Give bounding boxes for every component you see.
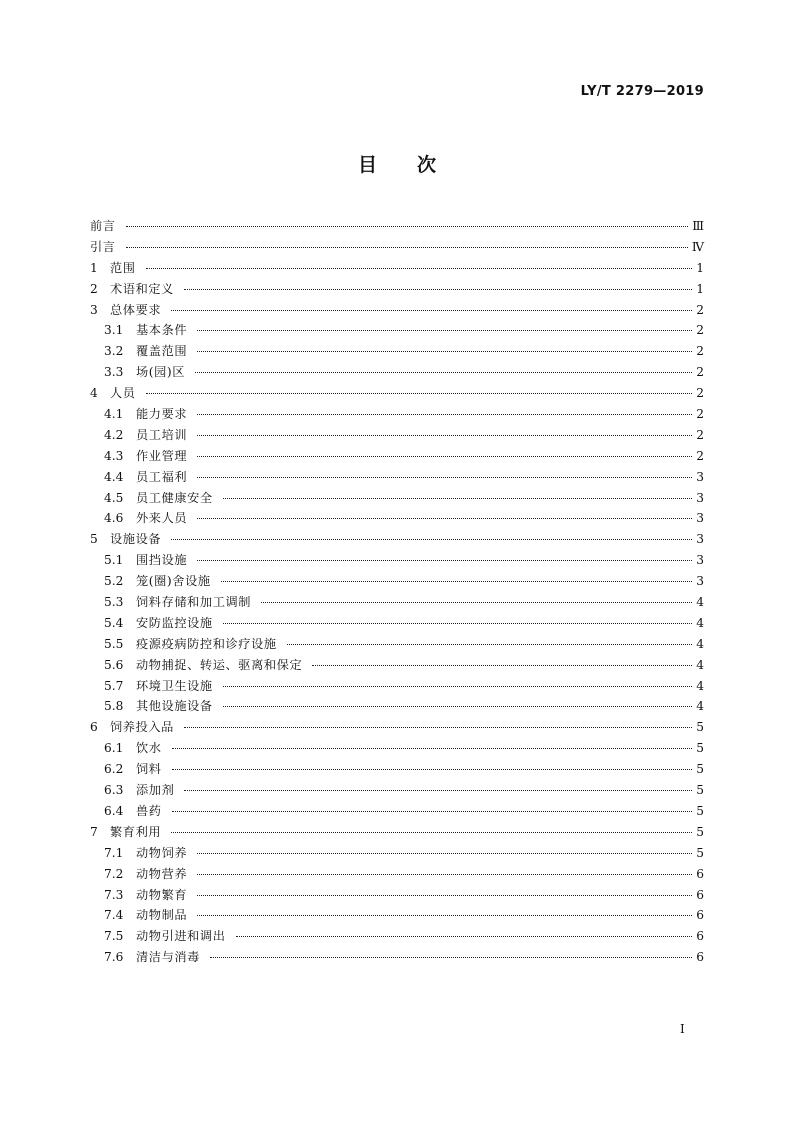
page-title — [0, 150, 794, 177]
toc-entry-number: 6.4 — [104, 803, 124, 818]
toc-entry-label: 动物饲养 — [136, 845, 188, 860]
toc-entry[interactable] — [90, 363, 704, 384]
toc-entry-label: 围挡设施 — [136, 553, 188, 568]
toc-entry[interactable] — [90, 865, 704, 886]
toc-entry-page: 2 — [696, 386, 704, 401]
toc-dot-leader — [126, 247, 688, 248]
toc-entry-page: 5 — [696, 803, 704, 818]
toc-entry[interactable] — [90, 886, 704, 907]
toc-dot-leader — [197, 895, 692, 896]
toc-entry-label: 饲料 — [136, 762, 162, 777]
toc-entry-page: 1 — [696, 281, 704, 296]
toc-dot-leader — [287, 644, 692, 645]
toc-entry-number: 6.1 — [104, 741, 124, 756]
toc-dot-leader — [184, 289, 692, 290]
toc-dot-leader — [172, 769, 692, 770]
toc-entry-number: 7 — [90, 824, 98, 839]
toc-dot-leader — [223, 498, 692, 499]
toc-entry-page: 6 — [696, 887, 704, 902]
toc-dot-leader — [261, 602, 692, 603]
toc-entry-label: 安防监控设施 — [136, 615, 213, 630]
toc-entry-page: 4 — [696, 678, 704, 693]
toc-entry[interactable] — [90, 927, 704, 948]
toc-entry[interactable] — [90, 321, 704, 342]
toc-entry[interactable] — [90, 509, 704, 530]
toc-entry[interactable] — [90, 447, 704, 468]
toc-entry[interactable] — [90, 844, 704, 865]
toc-entry-label: 饮水 — [136, 741, 162, 756]
toc-entry-label: 动物繁育 — [136, 887, 188, 902]
toc-entry-page: 5 — [696, 762, 704, 777]
toc-entry[interactable] — [90, 906, 704, 927]
toc-entry-page: Ⅳ — [691, 239, 704, 254]
toc-entry-number: 4.6 — [104, 511, 124, 526]
toc-entry[interactable] — [90, 656, 704, 677]
toc-entry-number: 6 — [90, 720, 98, 735]
toc-dot-leader — [195, 372, 692, 373]
toc-entry[interactable] — [90, 530, 704, 551]
toc-entry[interactable] — [90, 280, 704, 301]
toc-dot-leader — [171, 310, 692, 311]
toc-entry-label: 引言 — [90, 239, 116, 254]
toc-dot-leader — [197, 351, 692, 352]
toc-entry[interactable] — [90, 677, 704, 698]
toc-entry[interactable] — [90, 405, 704, 426]
toc-entry-number: 5.5 — [104, 636, 124, 651]
toc-entry[interactable] — [90, 384, 704, 405]
toc-dot-leader — [146, 268, 692, 269]
toc-entry-page: 2 — [696, 323, 704, 338]
title-char-2: 次 — [417, 154, 437, 176]
toc-entry-number: 3.2 — [104, 344, 124, 359]
toc-entry-label: 清洁与消毒 — [136, 950, 200, 965]
toc-dot-leader — [172, 748, 692, 749]
toc-entry-page: 4 — [696, 615, 704, 630]
toc-dot-leader — [197, 853, 692, 854]
toc-entry-number: 2 — [90, 281, 98, 296]
toc-entry-page: 6 — [696, 908, 704, 923]
toc-entry-label: 其他设施设备 — [136, 699, 213, 714]
toc-entry-number: 5.6 — [104, 657, 124, 672]
toc-entry-number: 7.2 — [104, 866, 124, 881]
toc-entry-number: 5.1 — [104, 553, 124, 568]
toc-entry-page: 3 — [696, 490, 704, 505]
toc-entry-page: 6 — [696, 950, 704, 965]
toc-entry-label: 笼(圈)舍设施 — [136, 574, 211, 589]
toc-dot-leader — [223, 706, 692, 707]
toc-entry-number: 3.1 — [104, 323, 124, 338]
toc-dot-leader — [223, 623, 692, 624]
toc-entry-page: 6 — [696, 929, 704, 944]
toc-dot-leader — [146, 393, 692, 394]
toc-entry-number: 6.3 — [104, 783, 124, 798]
toc-entry[interactable] — [90, 238, 704, 259]
toc-entry-number: 1 — [90, 260, 98, 275]
toc-entry[interactable] — [90, 823, 704, 844]
toc-entry-label: 添加剂 — [136, 783, 175, 798]
toc-entry-number: 5.8 — [104, 699, 124, 714]
toc-entry-page: 3 — [696, 574, 704, 589]
toc-entry-page: 4 — [696, 636, 704, 651]
toc-entry-page: 2 — [696, 407, 704, 422]
toc-entry-number: 7.1 — [104, 845, 124, 860]
toc-entry[interactable] — [90, 697, 704, 718]
toc-entry-label: 术语和定义 — [110, 281, 174, 296]
toc-entry-number: 7.4 — [104, 908, 124, 923]
toc-entry-number: 6.2 — [104, 762, 124, 777]
toc-entry-page: 4 — [696, 699, 704, 714]
toc-entry[interactable] — [90, 802, 704, 823]
toc-dot-leader — [171, 539, 692, 540]
toc-entry-number: 4 — [90, 386, 98, 401]
toc-dot-leader — [197, 477, 692, 478]
toc-entry-page: 2 — [696, 448, 704, 463]
toc-entry-page: 2 — [696, 427, 704, 442]
toc-entry-page: 3 — [696, 532, 704, 547]
footer-page-number: I — [680, 1022, 685, 1036]
toc-entry-page: Ⅲ — [692, 219, 704, 233]
toc-entry[interactable] — [90, 718, 704, 739]
toc-entry-number: 5.7 — [104, 678, 124, 693]
toc-entry[interactable] — [90, 948, 704, 969]
toc-entry-page: 2 — [696, 344, 704, 359]
toc-entry-page: 3 — [696, 469, 704, 484]
toc-dot-leader — [184, 727, 692, 728]
toc-dot-leader — [223, 686, 692, 687]
toc-entry[interactable] — [90, 217, 704, 238]
toc-entry-label: 外来人员 — [136, 511, 188, 526]
toc-entry-page: 6 — [696, 866, 704, 881]
toc-entry-page: 5 — [696, 845, 704, 860]
standard-code: LY/T 2279—2019 — [580, 84, 704, 99]
toc-entry-label: 动物制品 — [136, 908, 188, 923]
toc-entry-page: 3 — [696, 511, 704, 526]
toc-dot-leader — [236, 936, 692, 937]
toc-entry-number: 7.3 — [104, 887, 124, 902]
toc-entry-page: 4 — [696, 595, 704, 610]
toc-entry-label: 人员 — [110, 386, 136, 401]
toc-entry-page: 1 — [696, 260, 704, 275]
toc-entry-label: 环境卫生设施 — [136, 678, 213, 693]
toc-entry[interactable] — [90, 342, 704, 363]
toc-entry[interactable] — [90, 468, 704, 489]
toc-dot-leader — [197, 915, 692, 916]
toc-entry[interactable] — [90, 635, 704, 656]
toc-dot-leader — [197, 330, 692, 331]
toc-dot-leader — [221, 581, 692, 582]
toc-entry-label: 能力要求 — [136, 407, 188, 422]
toc-entry-number: 7.5 — [104, 929, 124, 944]
toc-dot-leader — [172, 811, 692, 812]
toc-entry[interactable] — [90, 426, 704, 447]
toc-entry-page: 5 — [696, 783, 704, 798]
toc-entry-number: 5.2 — [104, 574, 124, 589]
toc-entry-label: 兽药 — [136, 803, 162, 818]
toc-entry[interactable] — [90, 489, 704, 510]
toc-entry-label: 前言 — [90, 219, 116, 233]
toc-entry-page: 5 — [696, 824, 704, 839]
toc-entry[interactable] — [90, 301, 704, 322]
toc-entry-number: 7.6 — [104, 950, 124, 965]
toc-entry-number: 5 — [90, 532, 98, 547]
toc-entry[interactable] — [90, 593, 704, 614]
toc-entry-label: 疫源疫病防控和诊疗设施 — [136, 636, 277, 651]
toc-entry-label: 动物引进和调出 — [136, 929, 226, 944]
toc-entry-label: 作业管理 — [136, 448, 188, 463]
toc-entry-label: 设施设备 — [110, 532, 162, 547]
toc-entry-number: 4.2 — [104, 427, 124, 442]
toc-entry-label: 员工福利 — [136, 469, 188, 484]
toc-entry[interactable] — [90, 760, 704, 781]
toc-entry-label: 饲养投入品 — [110, 720, 174, 735]
toc-entry-label: 基本条件 — [136, 323, 188, 338]
toc-entry-label: 动物营养 — [136, 866, 188, 881]
toc-entry[interactable] — [90, 614, 704, 635]
toc-entry-page: 5 — [696, 741, 704, 756]
toc-entry-label: 饲料存储和加工调制 — [136, 595, 252, 610]
toc-dot-leader — [126, 226, 689, 227]
toc-entry[interactable] — [90, 551, 704, 572]
toc-entry-number: 4.1 — [104, 407, 124, 422]
toc-entry-page: 5 — [696, 720, 704, 735]
toc-entry-number: 3 — [90, 302, 98, 317]
toc-entry-label: 范围 — [110, 260, 136, 275]
toc-entry-number: 4.3 — [104, 448, 124, 463]
toc-dot-leader — [197, 435, 692, 436]
toc-entry-number: 5.3 — [104, 595, 124, 610]
toc-entry-label: 员工培训 — [136, 427, 188, 442]
toc-entry-number: 3.3 — [104, 365, 124, 380]
toc-entry[interactable] — [90, 259, 704, 280]
toc-dot-leader — [197, 414, 692, 415]
toc-entry-label: 员工健康安全 — [136, 490, 213, 505]
toc-entry-label: 场(园)区 — [136, 365, 186, 380]
table-of-contents — [90, 217, 704, 969]
toc-entry-number: 4.5 — [104, 490, 124, 505]
toc-dot-leader — [197, 560, 692, 561]
toc-entry-label: 动物捕捉、转运、驱离和保定 — [136, 657, 303, 672]
toc-dot-leader — [171, 832, 692, 833]
toc-entry-page: 2 — [696, 365, 704, 380]
toc-entry-page: 2 — [696, 302, 704, 317]
toc-entry-label: 覆盖范围 — [136, 344, 188, 359]
toc-entry-page: 4 — [696, 657, 704, 672]
toc-entry-label: 总体要求 — [110, 302, 162, 317]
toc-dot-leader — [197, 874, 692, 875]
toc-dot-leader — [197, 456, 692, 457]
toc-dot-leader — [197, 518, 692, 519]
toc-entry[interactable] — [90, 739, 704, 760]
toc-dot-leader — [184, 790, 692, 791]
toc-dot-leader — [210, 957, 692, 958]
toc-dot-leader — [312, 665, 692, 666]
toc-entry-page: 3 — [696, 553, 704, 568]
toc-entry-number: 4.4 — [104, 469, 124, 484]
toc-entry[interactable] — [90, 572, 704, 593]
toc-entry[interactable] — [90, 781, 704, 802]
toc-entry-number: 5.4 — [104, 615, 124, 630]
title-char-1: 目 — [357, 154, 377, 176]
toc-entry-label: 繁育利用 — [110, 824, 162, 839]
